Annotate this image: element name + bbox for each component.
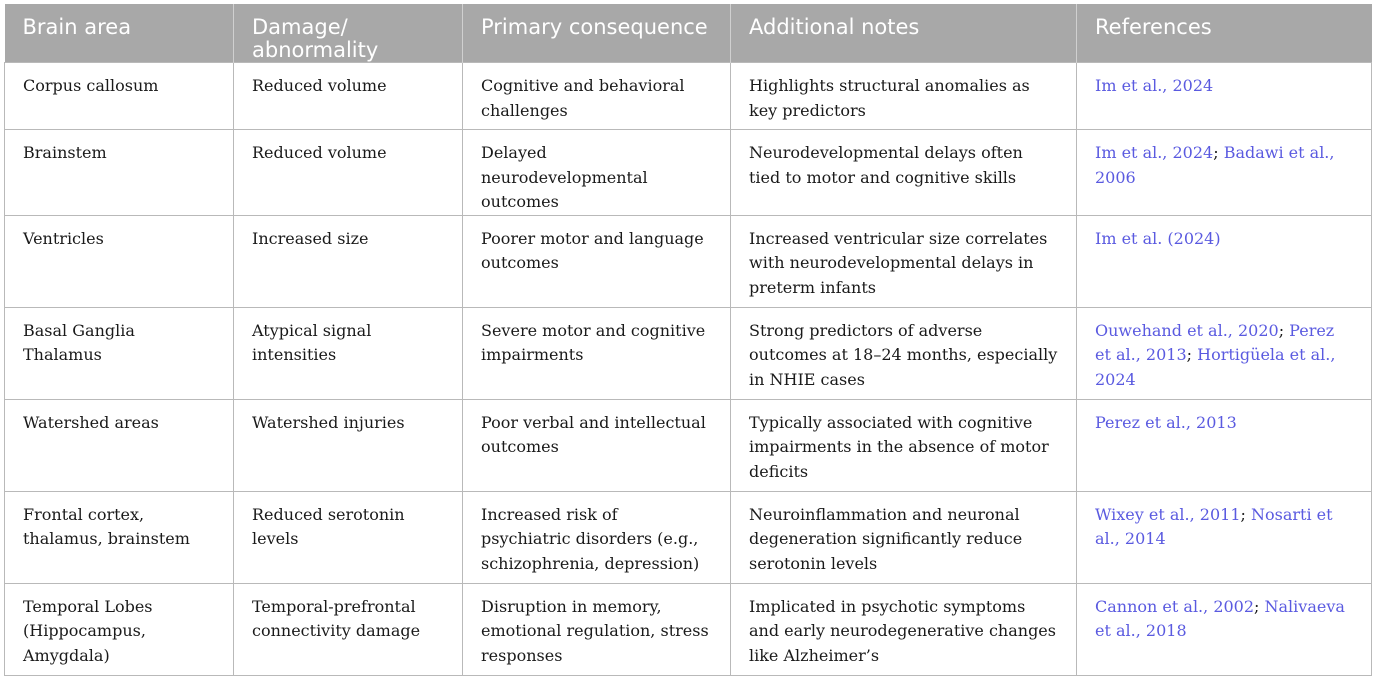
cell-consequence: Increased risk of psychiatric disorders (e.g., schizophrenia, depression) (463, 491, 731, 583)
cell-brain-area: Temporal Lobes (Hippocampus, Amygdala) (5, 583, 234, 675)
cell-brain-area: Corpus callosum (5, 63, 234, 130)
cell-damage: Reduced serotonin levels (234, 491, 463, 583)
cell-notes: Implicated in psychotic symptoms and early neurodegenerative changes like Alzheimer’s (731, 583, 1077, 675)
cell-brain-area: Basal Ganglia Thalamus (5, 307, 234, 399)
reference-link[interactable]: Nalivaeva et al., 2018 (1095, 596, 1345, 640)
cell-consequence: Severe motor and cognitive impairments (463, 307, 731, 399)
table-row (5, 399, 1372, 491)
header-damage: Damage/ abnormality (234, 4, 463, 63)
cell-brain-area: Ventricles (5, 215, 234, 307)
cell-references (1077, 63, 1372, 130)
table-row (5, 583, 1372, 675)
cell-consequence: Poorer motor and language outcomes (463, 215, 731, 307)
table-row (5, 215, 1372, 307)
reference-link[interactable]: Im et al. (2024) (1095, 228, 1221, 248)
reference-link[interactable]: Wixey et al., 2011 (1095, 504, 1241, 524)
cell-damage: Increased size (234, 215, 463, 307)
cell-consequence: Poor verbal and intellectual outcomes (463, 399, 731, 491)
cell-notes: Typically associated with cognitive impairments in the absence of motor deficits (731, 399, 1077, 491)
table-header (5, 4, 1372, 63)
cell-damage: Watershed injuries (234, 399, 463, 491)
table-row (5, 63, 1372, 130)
cell-brain-area: Brainstem (5, 130, 234, 216)
cell-notes: Neurodevelopmental delays often tied to motor and cognitive skills (731, 130, 1077, 216)
table-row (5, 491, 1372, 583)
header-additional-notes: Additional notes (731, 4, 1077, 63)
reference-link[interactable]: Perez et al., 2013 (1095, 412, 1237, 432)
header-brain-area: Brain area (5, 4, 234, 63)
cell-notes: Increased ventricular size correlates with neurodevelopmental delays in preterm infants (731, 215, 1077, 307)
reference-link[interactable]: Hortigüela et al., 2024 (1095, 345, 1336, 389)
cell-notes: Strong predictors of adverse outcomes at 18–24 months, especially in NHIE cases (731, 307, 1077, 399)
cell-damage: Reduced volume (234, 63, 463, 130)
reference-link[interactable]: Perez et al., 2013 (1095, 320, 1335, 364)
cell-notes: Neuroinflammation and neuronal degeneration significantly reduce serotonin levels (731, 491, 1077, 583)
cell-references: Im et al., 2024; Badawi et al., 2006 (1077, 130, 1372, 216)
brain-areas-table (4, 4, 1372, 676)
reference-link[interactable]: Ouwehand et al., 2020 (1095, 320, 1279, 340)
cell-references (1077, 399, 1372, 491)
cell-damage: Reduced volume (234, 130, 463, 216)
cell-consequence: Delayed neurodevelopmental outcomes (463, 130, 731, 216)
reference-link[interactable]: Cannon et al., 2002 (1095, 596, 1255, 616)
cell-notes: Highlights structural anomalies as key predictors (731, 63, 1077, 130)
cell-damage: Atypical signal intensities (234, 307, 463, 399)
cell-brain-area: Watershed areas (5, 399, 234, 491)
header-primary-consequence: Primary consequence (463, 4, 731, 63)
reference-link[interactable]: Badawi et al., 2006 (1095, 143, 1335, 187)
cell-consequence: Cognitive and behavioral challenges (463, 63, 731, 130)
cell-consequence: Disruption in memory, emotional regulation, stress responses (463, 583, 731, 675)
reference-link[interactable]: Im et al., 2024 (1095, 143, 1214, 162)
table-row (5, 307, 1372, 399)
cell-brain-area: Frontal cortex, thalamus, brainstem (5, 491, 234, 583)
table-body (5, 63, 1372, 676)
header-row (5, 4, 1372, 63)
cell-damage: Temporal-prefrontal connectivity damage (234, 583, 463, 675)
header-references: References (1077, 4, 1372, 63)
cell-references (1077, 215, 1372, 307)
cell-references: Wixey et al., 2011; Nosarti et al., 2014 (1077, 491, 1372, 583)
table-row (5, 130, 1372, 216)
cell-references: Cannon et al., 2002; Nalivaeva et al., 2018 (1077, 583, 1372, 675)
cell-references: Ouwehand et al., 2020; Perez et al., 2013; Hortigüela et al., 2024 (1077, 307, 1372, 399)
reference-link[interactable]: Nosarti et al., 2014 (1095, 504, 1333, 548)
reference-link[interactable]: Im et al., 2024 (1095, 76, 1214, 95)
